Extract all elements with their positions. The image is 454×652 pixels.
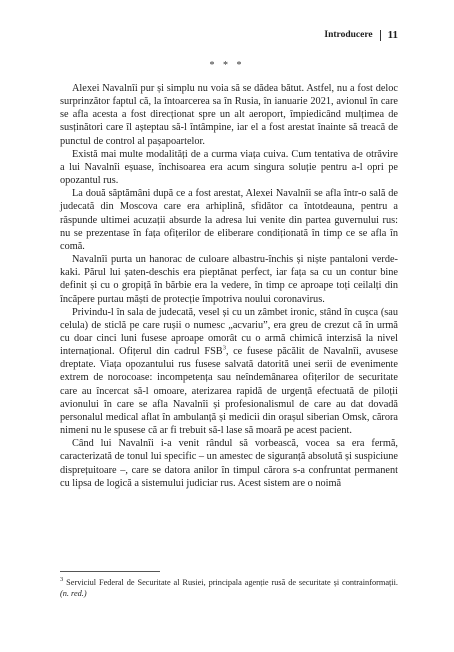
chapter-title: Introducere [324, 30, 373, 40]
paragraph: Alexei Navalnîi pur și simplu nu voia să se dădea bătut. Astfel, nu a fost deloc surprinzător faptul că, la întoarcerea sa în Rusia, în ianuarie 2021, avionul în care se afla acesta a fost direcționat spre un alt aeroport, împiedicând mulțimea de susținători care îl așteptau să-l întâmpine, iar el a fost arestat înainte să treacă de punctul de control al pașapoartelor. [60, 83, 398, 147]
footnote-rule [60, 571, 160, 572]
paragraph: Navalnîi purta un hanorac de culoare albastru-închis și niște pantaloni verde-kaki. Părul lui șaten-deschis era pieptănat perfect, iar fața sa cu un contur bine definit și cu o gropiță în bărbie era la vedere, în timp ce aproape toți ceilalți din încăpere purtau măști de protecție împotriva noului coronavirus. [60, 254, 398, 305]
footnote-marker: 3 [60, 576, 64, 584]
footnote-reference: 3 [222, 344, 226, 352]
paragraph-part: , ce fusese păcălit de Navalnîi, avusese dreptate. Viața opozantului rus fusese salvată datorită unei serii de evenimente extrem de norocoase: incompetența sau neîndemânarea ofițerilor de securitate care au încercat să-l omoare, aterizarea rapidă de urgență efectuată de piloții avionului în care se afla Navalnîi și profesionalismul de care au dat dovadă personalul medical aflat în ambulanță și medicii din orașul siberian Omsk, cărora nimeni nu le spusese că ar fi trebuit să-l lase să moară pe acest pacient. [60, 346, 398, 437]
paragraph-part: Privindu-l în sala de judecată, vesel și cu un zâmbet ironic, stând în cușca (sau celula) de sticlă pe care rușii o numesc „acvariu”, era greu de crezut că în urmă cu doar cinci luni fusese aproape omorât cu o armă chimică interzisă la nivel internațional. Ofițerul din cadrul FSB [60, 306, 398, 358]
paragraph: Când lui Navalnîi i-a venit rândul să vorbească, vocea sa era fermă, caracterizată de tonul lui specific – un amestec de siguranță absolută și suspiciune disprețuitoare –, care se datora anilor în timpul cărora s-a confruntat permanent cu lipsa de logică a sistemului judiciar rus. Acest sistem are o noimă [60, 438, 398, 489]
paragraph: La două săptămâni după ce a fost arestat, Alexei Navalnîi se afla într-o sală de judecată din Moscova care era arhiplină, sfidător ca întotdeauna, pentru a răspunde ultimei acuzații absurde la adresa lui venite din partea guvernului rus: nu se prezentase în fața ofițerilor de eliberare condiționată în timp ce se afla în comă. [60, 188, 398, 252]
page-number: 11 [387, 29, 398, 41]
section-separator: * * * [209, 60, 245, 71]
header-divider [380, 30, 381, 41]
running-header [324, 29, 398, 41]
body-text [60, 82, 398, 490]
paragraph: Există mai multe modalități de a curma viața cuiva. Cum tentativa de otrăvire a lui Navalnîi eșuase, închisoarea era acum singura soluție pentru a-l opri pe opozantul rus. [60, 148, 398, 187]
footnote [60, 577, 398, 599]
paragraph [60, 306, 398, 438]
footnote-editor-note: (n. red.) [60, 589, 87, 598]
footnote-text: Serviciul Federal de Securitate al Rusiei, principala agenție rusă de securitate și contrainformații. [66, 578, 398, 587]
